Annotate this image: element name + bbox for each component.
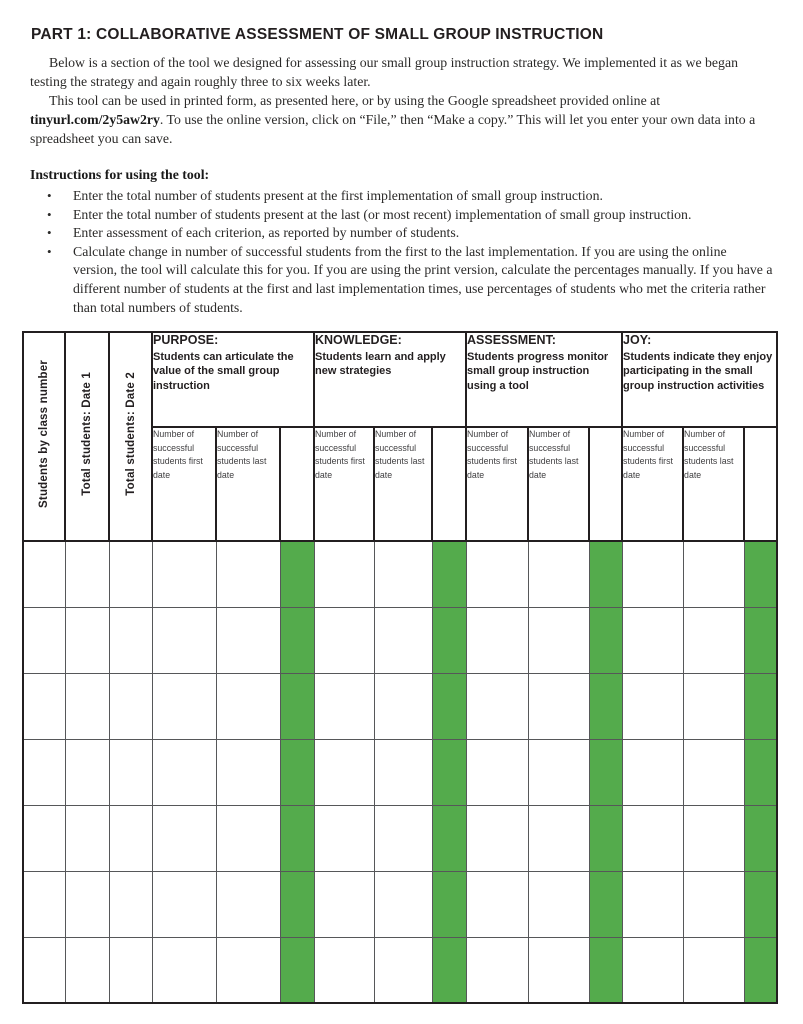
table-cell (374, 805, 432, 871)
table-cell (314, 739, 374, 805)
table-cell (528, 937, 589, 1003)
table-cell (314, 871, 374, 937)
table-cell (216, 871, 280, 937)
table-cell (65, 871, 109, 937)
table-cell (466, 937, 528, 1003)
change-cell (280, 541, 314, 607)
table-cell (216, 607, 280, 673)
change-cell (744, 871, 777, 937)
row-header-students-by-class (23, 332, 65, 541)
table-cell (152, 739, 216, 805)
change-column-header-joy (744, 427, 777, 541)
table-cell (314, 607, 374, 673)
table-cell (528, 541, 589, 607)
table-cell (528, 805, 589, 871)
table-row (23, 673, 777, 739)
table-cell (683, 739, 744, 805)
table-cell (23, 871, 65, 937)
table-row (23, 805, 777, 871)
intro-text (30, 53, 773, 317)
row-header-students-by-class-label: Students by class number (38, 360, 50, 508)
change-cell (432, 607, 466, 673)
table-cell (528, 673, 589, 739)
change-cell (744, 607, 777, 673)
instruction-item: • Enter the total number of students present at the last (or most recent) implementation of small group instruction. (30, 206, 773, 225)
table-cell (314, 673, 374, 739)
table-cell (152, 673, 216, 739)
change-label: CHANGE (443, 436, 456, 527)
table-cell (374, 673, 432, 739)
group-header-assessment (466, 332, 622, 427)
table-cell (65, 937, 109, 1003)
table-cell (216, 805, 280, 871)
group-header-knowledge (314, 332, 466, 427)
subheader-joy-last-date: Number of successful students last date (683, 427, 744, 541)
table-cell (374, 607, 432, 673)
instructions-heading: Instructions for using the tool: (30, 167, 210, 182)
change-cell (589, 607, 622, 673)
table-cell (216, 937, 280, 1003)
row-header-total-date2 (109, 332, 152, 541)
group-header-joy (622, 332, 777, 427)
change-cell (589, 871, 622, 937)
group-title-purpose: PURPOSE: (153, 333, 219, 347)
table-cell (528, 871, 589, 937)
group-desc-joy: Students indicate they enjoy participating in the small group instruction activities (623, 350, 773, 392)
table-cell (152, 871, 216, 937)
table-cell (216, 541, 280, 607)
intro-paragraph-1 (30, 53, 773, 91)
table-cell (65, 805, 109, 871)
change-label: CHANGE (599, 436, 612, 527)
page-title: PART 1: COLLABORATIVE ASSESSMENT OF SMALL GROUP INSTRUCTION (31, 26, 604, 43)
table-cell (466, 673, 528, 739)
assessment-table-body (23, 541, 777, 1003)
table-cell (622, 805, 683, 871)
table-row (23, 871, 777, 937)
change-cell (589, 541, 622, 607)
table-cell (314, 541, 374, 607)
change-cell (744, 739, 777, 805)
table-cell (528, 739, 589, 805)
change-cell (432, 871, 466, 937)
change-cell (744, 673, 777, 739)
group-desc-knowledge: Students learn and apply new strategies (315, 350, 446, 378)
group-header-purpose (152, 332, 314, 427)
row-header-total-date2-label: Total students: Date 2 (124, 372, 137, 496)
row-header-total-date1-label: Total students: Date 1 (81, 372, 93, 496)
table-cell (23, 541, 65, 607)
change-cell (589, 739, 622, 805)
intro-paragraph-2-tail: . To use the online version, click on “File,” then “Make a copy.” This will let you enter your own data into a spreadsheet you can save. (30, 112, 756, 146)
table-cell (109, 739, 152, 805)
table-cell (683, 805, 744, 871)
table-cell (622, 541, 683, 607)
change-cell (280, 805, 314, 871)
table-cell (65, 541, 109, 607)
table-cell (528, 607, 589, 673)
table-cell (466, 541, 528, 607)
change-column-header-purpose (280, 427, 314, 541)
table-cell (466, 607, 528, 673)
table-cell (374, 937, 432, 1003)
table-cell (152, 937, 216, 1003)
row-header-total-date1 (65, 332, 109, 541)
subheader-knowledge-last-date: Number of successful students last date (374, 427, 432, 541)
table-row (23, 541, 777, 607)
intro-paragraph-2-text: This tool can be used in printed form, as presented here, or by using the Google spreadsheet provided online at (49, 93, 661, 108)
table-cell (23, 607, 65, 673)
table-cell (152, 607, 216, 673)
table-cell (622, 937, 683, 1003)
change-cell (744, 805, 777, 871)
change-cell (744, 541, 777, 607)
table-cell (314, 805, 374, 871)
assessment-table (22, 331, 778, 1004)
group-desc-purpose: Students can articulate the value of the small group instruction (153, 350, 294, 392)
change-cell (432, 673, 466, 739)
subheader-purpose-last-date: Number of successful students last date (216, 427, 280, 541)
intro-paragraph-1-text: Below is a section of the tool we designed for assessing our small group instruction strategy. We implemented it as we began testing the strategy and again roughly three to six weeks later. (30, 55, 738, 89)
change-cell (280, 871, 314, 937)
table-cell (314, 937, 374, 1003)
instruction-item: • Enter assessment of each criterion, as reported by number of students. (30, 224, 773, 243)
change-cell (589, 937, 622, 1003)
table-row (23, 607, 777, 673)
subheader-assessment-first-date: Number of successful students first date (466, 427, 528, 541)
table-cell (109, 673, 152, 739)
table-cell (152, 541, 216, 607)
table-cell (466, 871, 528, 937)
change-label: CHANGE (754, 436, 767, 527)
instruction-item: • Calculate change in number of successful students from the first to the last implementation. If you are using the online version, the tool will calculate this for you. If you are using the print version, calculate the percentages manually. If you have a different number of students at the first and last implementation times, use percentages of students who met the criteria rather than total numbers of students. (30, 243, 773, 317)
table-header (23, 332, 777, 541)
table-row (23, 739, 777, 805)
table-cell (65, 739, 109, 805)
group-title-joy: JOY: (623, 333, 652, 347)
table-cell (152, 805, 216, 871)
table-cell (466, 805, 528, 871)
table-cell (216, 673, 280, 739)
table-cell (622, 673, 683, 739)
change-label: CHANGE (291, 436, 304, 527)
subheader-joy-first-date: Number of successful students first date (622, 427, 683, 541)
instructions-list (30, 187, 773, 317)
table-cell (109, 937, 152, 1003)
table-cell (683, 607, 744, 673)
table-cell (374, 739, 432, 805)
group-title-assessment: ASSESSMENT: (467, 333, 556, 347)
instruction-item: • Enter the total number of students present at the first implementation of small group instruction. (30, 187, 773, 206)
table-row (23, 937, 777, 1003)
change-column-header-assessment (589, 427, 622, 541)
table-cell (65, 607, 109, 673)
change-cell (280, 607, 314, 673)
change-cell (589, 673, 622, 739)
table-cell (683, 541, 744, 607)
group-title-knowledge: KNOWLEDGE: (315, 333, 402, 347)
table-cell (109, 805, 152, 871)
subheader-purpose-first-date: Number of successful students first date (152, 427, 216, 541)
change-cell (589, 805, 622, 871)
table-cell (23, 805, 65, 871)
table-cell (683, 937, 744, 1003)
table-cell (109, 607, 152, 673)
table-cell (683, 673, 744, 739)
change-cell (280, 937, 314, 1003)
change-cell (280, 673, 314, 739)
change-cell (432, 739, 466, 805)
table-cell (683, 871, 744, 937)
tinyurl-link: tinyurl.com/2y5aw2ry (30, 112, 160, 127)
change-cell (280, 739, 314, 805)
change-cell (432, 805, 466, 871)
table-cell (216, 739, 280, 805)
table-cell (622, 871, 683, 937)
table-cell (109, 871, 152, 937)
table-cell (374, 871, 432, 937)
table-cell (65, 673, 109, 739)
change-cell (432, 937, 466, 1003)
subheader-knowledge-first-date: Number of successful students first date (314, 427, 374, 541)
change-column-header-knowledge (432, 427, 466, 541)
table-cell (622, 607, 683, 673)
change-cell (744, 937, 777, 1003)
table-cell (374, 541, 432, 607)
intro-paragraph-2 (30, 91, 773, 148)
table-cell (109, 541, 152, 607)
table-cell (23, 673, 65, 739)
table-cell (622, 739, 683, 805)
table-cell (23, 937, 65, 1003)
table-cell (466, 739, 528, 805)
subheader-assessment-last-date: Number of successful students last date (528, 427, 589, 541)
table-cell (23, 739, 65, 805)
group-desc-assessment: Students progress monitor small group instruction using a tool (467, 350, 609, 392)
change-cell (432, 541, 466, 607)
